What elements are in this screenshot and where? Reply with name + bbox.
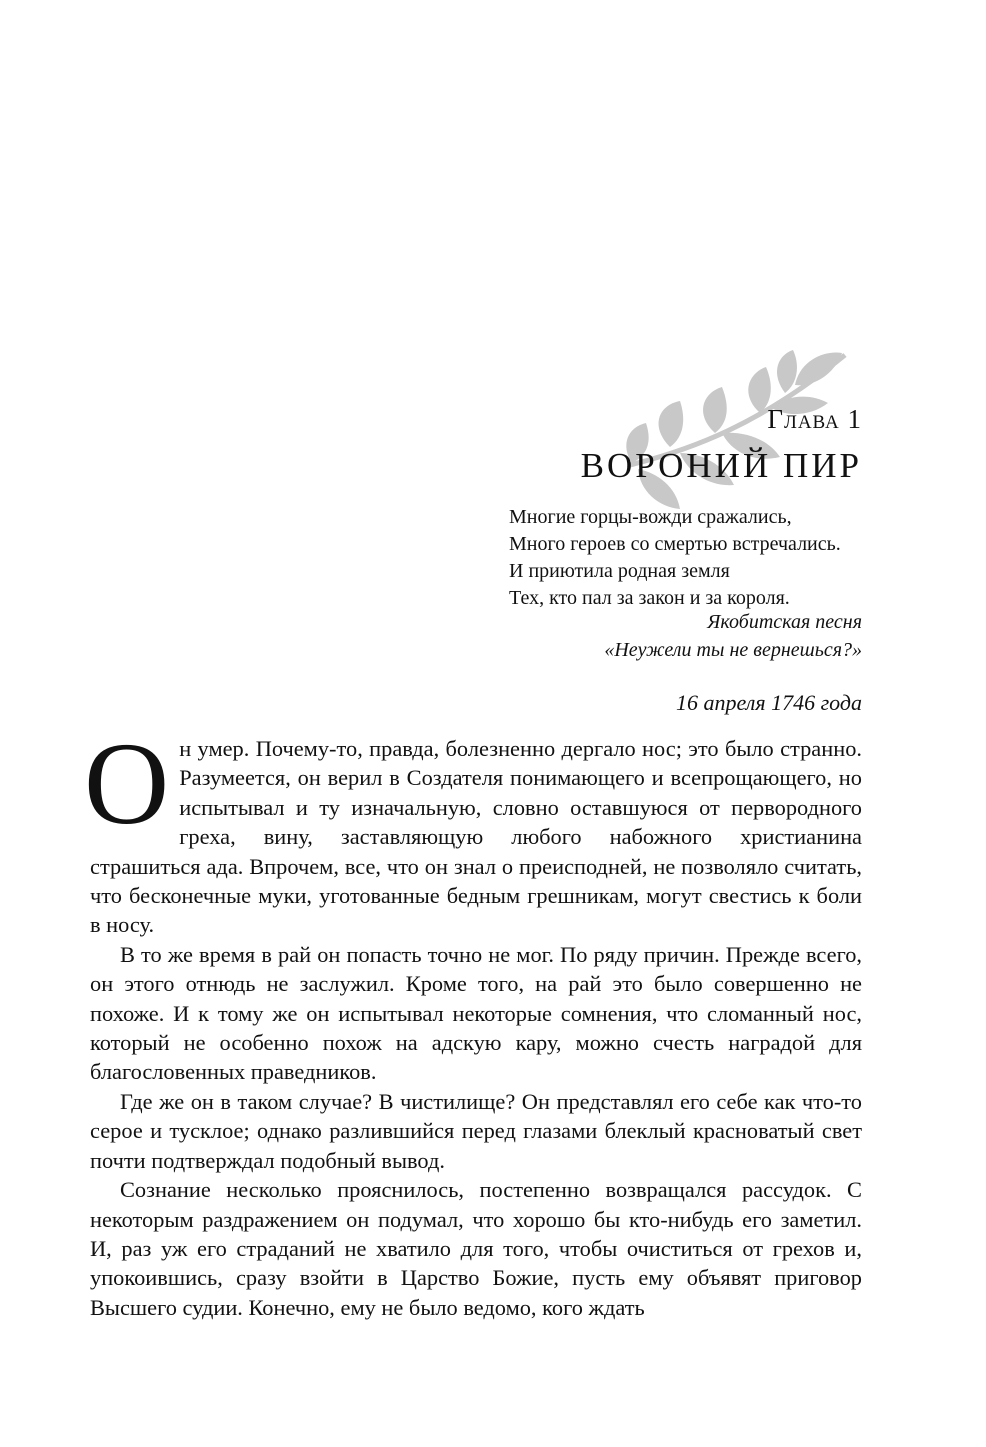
paragraph-text: н умер. Почему-то, правда, болезненно дергало нос; это было странно. Разумеется, он верил в Создателя понимающего и всепрощающего, но испытывал и ту изначальную, словно оставшуюся от первородного греха, вину, заставляющую любого набожного христианина страшиться ада. Впрочем, все, что он знал о преисподней, не позволяло считать, что бесконечные муки, уготованные бедным грешникам, могут свестись к боли в носу. [90, 736, 862, 938]
chapter-label: Глава 1 [767, 404, 862, 434]
chapter-title: ВОРОНИЙ ПИР [580, 446, 862, 485]
epigraph-line: Многие горцы-вожди сражались, [509, 506, 792, 528]
paragraph [84, 718, 862, 940]
body-text [84, 718, 862, 1322]
epigraph-line: Тех, кто пал за закон и за короля. [509, 587, 790, 609]
epigraph-line: И приютила родная земля [509, 560, 730, 582]
paragraph: Где же он в таком случае? В чистилище? Он представлял его себе как что-то серое и тусклое; однако разлившийся перед глазами блеклый красноватый свет почти подтверждал подобный вывод. [90, 1088, 862, 1173]
epigraph-line: Много героев со смертью встречались. [509, 533, 841, 555]
paragraph: В то же время в рай он попасть точно не мог. По ряду причин. Прежде всего, он этого отнюдь не заслужил. Кроме того, на рай это было совершенно не похоже. И к тому же он испытывал некоторые сомнения, что сломанный нос, который не особенно похож на адскую кару, можно счесть наградой для благословенных праведников. [90, 941, 862, 1085]
paragraph: Сознание несколько прояснилось, постепенно возвращался рассудок. С некоторым раздражением он подумал, что хорошо бы кто-нибудь его заметил. И, раз уж его страданий не хватило для того, чтобы очиститься от грехов и, упокоившись, сразу взойти в Царство Божие, пусть ему объявят приговор Высшего судии. Конечно, ему не было ведомо, кого ждать [90, 1177, 862, 1320]
epigraph-source-title: «Неужели ты не вернешься?» [604, 639, 862, 661]
epigraph-source [604, 608, 862, 664]
date-line: 16 апреля 1746 года [676, 690, 862, 715]
drop-cap: О [84, 718, 170, 849]
epigraph-source-genre: Якобитская песня [707, 611, 862, 633]
epigraph [509, 504, 869, 612]
